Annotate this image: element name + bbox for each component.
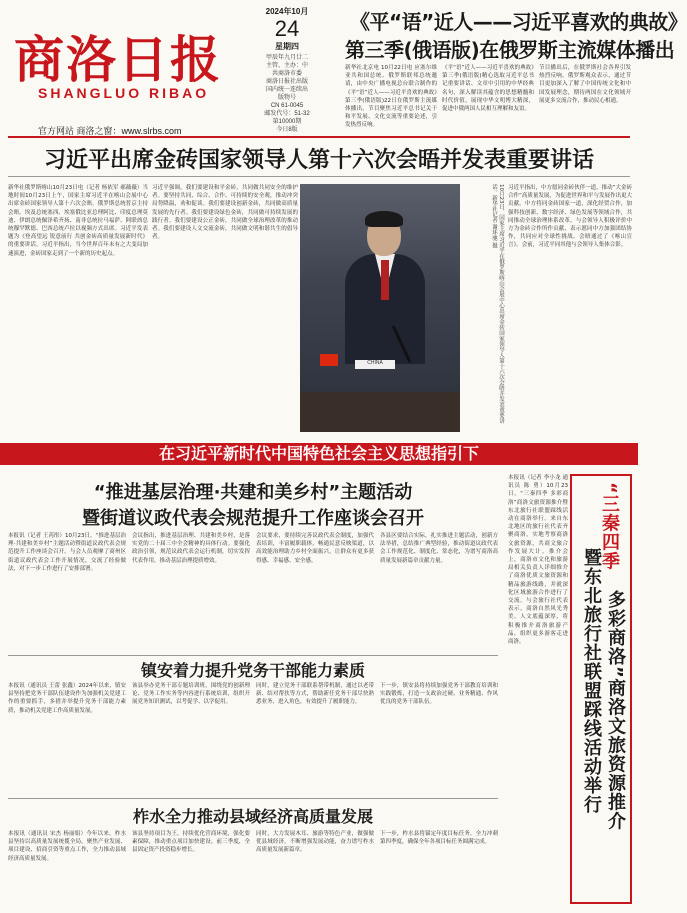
date-issue: 第10000期 <box>272 119 302 125</box>
desk-shape <box>300 392 460 432</box>
story3-col-1: 本报讯（通讯员 王蕾 张鑫）2024年以来，镇安县坚持把党务干部队伍建设作为加强机关党建工作的重要抓手，多措并举提升党务干部能力素质，推动机关党建工作高质量发展。 <box>8 683 126 714</box>
date-weekday: 星期四 <box>275 42 299 51</box>
story4-col-1: 本报讯（通讯员 宋杰 杨丽娟）今年以来，柞水县坚持以高质量发展统揽全局，聚焦产业发展、项目建设、招商引资等重点工作，全力推动县域经济高质量发展。 <box>8 831 126 862</box>
masthead-rule <box>8 136 630 138</box>
story2-col-1: 本报讯（记者 王芮彤）10月23日，“推进基层治理·共建和美乡村”主题活动暨街道议政代表会规范提升工作座谈会召开。与会人员观摩了商州区街道议政代表会工作开展情况，交流了经验做法，对下一步工作进行了安排部署。 <box>8 533 126 572</box>
story2-headline-1[interactable]: “推进基层治理·共建和美乡村”主题活动 <box>93 482 413 503</box>
website-line: 官方网站 商洛之窗：www.slrbs.com <box>38 126 182 136</box>
story5-headline-1[interactable]: “三秦四季 <box>599 482 620 571</box>
top-story-col-2: 《平“语”近人——习近平喜欢的典故》第三季(俄语版)精心选取习近平总书记重要讲话、文章中引用的中华经典名句，深入解读其蕴含的思想精髓和时代价值，展现中华文明博大精深，促进中俄两国人民相互理解和友谊。 <box>442 65 534 113</box>
top-story-col-1: 新华社北京电 10月22日电 应塞尔维亚共和国总统、俄罗斯联邦总统邀请，由中央广播电视总台联合制作的《平“语”近人——习近平喜欢的典故》第三季(俄语版)22日在俄罗斯主流媒体播出，节目聚焦习近平总书记关于和平发展、文化交流等重要论述，引发热烈反响。 <box>345 65 437 129</box>
story3-headline[interactable]: 镇安着力提升党务干部能力素质 <box>140 661 365 680</box>
story5-body: 本报讯（记者 李小龙 通讯员 陈 勇）10月23日，“三秦四季 多彩商洛”商洛文旅资源推介暨东北旅行社联盟踩线活动在商洛举行。来自东北地区的旅行社代表齐聚商洛，实地考察商洛文旅资源，共商文旅合作发展大计。推介会上，商洛市文化和旅游局相关负责人详细推介了商洛优质文旅资源和精品旅游线路，并就深化区域旅游合作进行了交流。与会旅行社代表表示，商洛自然风光秀美、人文底蕴深厚，将积极推介商洛旅游产品，组织更多游客走进商洛。 <box>508 475 568 646</box>
photo-caption: 10月23日，国家主席习近平在俄罗斯喀山会展中心出席金砖国家领导人第十六次会晤并发表重要讲话。新华社记者 谢环驰 摄 <box>491 184 504 424</box>
story4-col-2: 该县坚持项目为王，持续优化营商环境，强化要素保障，推动重点项目加快建设。前三季度，全县固定资产投资稳步增长。 <box>132 831 250 854</box>
date-publisher: 商洛日报社出版 <box>265 79 308 85</box>
story5-headline-2[interactable]: 暨东北旅行社联盟踩线活动举行 <box>581 548 602 814</box>
story4-headline[interactable]: 柞水全力推动县域经济高质量发展 <box>132 807 373 826</box>
main-photo <box>300 184 460 432</box>
story4-col-3: 同时，大力发展木耳、旅游等特色产业，做强做优县域经济，不断增强发展动能，奋力谱写柞水高质量发展新篇章。 <box>256 831 374 854</box>
date-cn-no: CN 61-0045 <box>270 103 304 109</box>
story2-col-4: 各县区要结合实际，扎实推进主题活动，创新方法举措，总结推广典型经验，推动街道议政代表会工作规范化、制度化、常态化，为谱写商洛高质量发展新篇章贡献力量。 <box>380 533 498 564</box>
story2-headline-2[interactable]: 暨街道议政代表会规范提升工作座谈会召开 <box>82 508 424 529</box>
date-pages: 今日8版 <box>276 127 298 133</box>
main-headline-rule <box>8 176 630 177</box>
section-band-text: 在习近平新时代中国特色社会主义思想指引下 <box>158 444 479 463</box>
top-headline-2[interactable]: 第三季(俄语版)在俄罗斯主流媒体播出 <box>345 38 675 62</box>
divider-2 <box>8 798 498 799</box>
speaker-figure <box>345 214 425 364</box>
date-box <box>264 6 310 134</box>
date-lunar: 甲辰年九月廿二 <box>265 55 308 61</box>
newspaper-pinyin: SHANGLUO RIBAO <box>38 85 210 101</box>
top-story-col-3: 节目播出后，在俄罗斯社会各界引发热烈反响。俄罗斯观众表示，通过节目更加深入了解了中国传统文化和中国发展理念，期待两国在文化领域开展更多交流合作，推动民心相通。 <box>539 65 631 104</box>
nameplate: CHINA <box>355 360 395 369</box>
top-headline-1[interactable]: 《平“语”近人——习近平喜欢的典故》 <box>350 10 687 34</box>
date-post: 邮发代号：51-32 <box>264 111 310 117</box>
flag-icon <box>320 354 338 366</box>
main-story-col-2: 习近平强调，我们要建设和平金砖，共同做共同安全的维护者。要坚持共同、综合、合作、可持续的安全观，推动冲突局势降温，劝和促谈。我们要建设创新金砖，共同做高质量发展的先行者。我们要建设绿色金砖，共同做可持续发展的践行者。我们要建设公正金砖，共同做全球治理改革的推动者。我们要建设人文交流金砖，共同做文明和谐共生的倡导者。 <box>152 185 298 241</box>
story3-col-2: 该县举办党务干部专题培训班，围绕党的创新理论、党务工作实务等内容进行系统培训，组织开展党务知识测试，以考促学、以学促用。 <box>132 683 250 706</box>
date-year-month: 2024年10月 <box>265 7 309 16</box>
main-story-col-1: 新华社俄罗斯喀山10月23日电（记者 杨依军 郝薇薇）当地时间10月23日上午，国家主席习近平在喀山会展中心出席金砖国家领导人第十六次会晤。俄罗斯总统普京主持会晤。埃及总统塞西、埃塞俄比亚总理阿比、印度总理莫迪、伊朗总统佩泽希齐扬、南非总统拉马福萨、阿联酋总统穆罕默德、巴西总统卢拉以视频方式出席。习近平发表题为《登高望远 锐意前行 共创金砖高质量发展新时代》的重要讲话。习近平指出，当今世界百年未有之大变局加速演进，金砖国家走到了一个新的历史起点。 <box>8 185 148 257</box>
main-story-col-3: 习近平指出，中方愿同金砖伙伴一道，推动“大金砖合作”高质量发展，为促进世界和平与发展作出更大贡献。中方将同金砖国家一道，深化经贸合作，加强科技创新、数字经济、绿色发展等领域合作，共同推动全球治理体系改革。与会领导人积极评价中方为金砖合作所作贡献，表示愿同中方加强团结协作，共同应对全球性挑战。会晤通过了《喀山宣言》。会前，习近平同其他与会领导人集体合影。 <box>508 185 632 249</box>
story3-col-4: 下一步，镇安县将持续加强党务干部教育培训和实践锻炼，打造一支政治过硬、业务精通、作风优良的党务干部队伍。 <box>380 683 498 706</box>
story4-col-4: 下一步，柞水县将锚定年度目标任务，全力冲刺第四季度，确保全年各项目标任务圆满完成。 <box>380 831 498 846</box>
story5-headline-3[interactable]: 多彩商洛”商洛文旅资源推介 <box>605 590 626 831</box>
tie-shape <box>381 260 389 300</box>
date-day: 24 <box>274 16 300 41</box>
story2-col-2: 会议指出，推进基层治理、共建和美乡村，是落实党的二十届三中全会精神的具体行动。要强化政治引领，规范议政代表会运行机制，切实发挥代表作用，推动基层治理提质增效。 <box>132 533 250 564</box>
story2-col-3: 会议要求，要持续完善议政代表会制度，加强代表培训，丰富履职载体，畅通民意反映渠道，以高效能治理助力乡村全面振兴，让群众有更多获得感、幸福感、安全感。 <box>256 533 374 564</box>
date-cn: 国内统一连续出版物号 <box>265 87 308 101</box>
main-headline[interactable]: 习近平出席金砖国家领导人第十六次会晤并发表重要讲话 <box>43 148 594 173</box>
story3-col-3: 同时，建立党务干部联系帮带机制，通过以老带新、结对帮扶等方式，帮助新任党务干部尽快熟悉业务、进入角色，有效提升了履职能力。 <box>256 683 374 706</box>
hair-shape <box>365 211 403 227</box>
divider-1 <box>8 655 498 656</box>
date-sponsor: 主管、主办：中共商洛市委 <box>265 63 308 77</box>
newspaper-title: 商洛日报 <box>14 30 222 89</box>
